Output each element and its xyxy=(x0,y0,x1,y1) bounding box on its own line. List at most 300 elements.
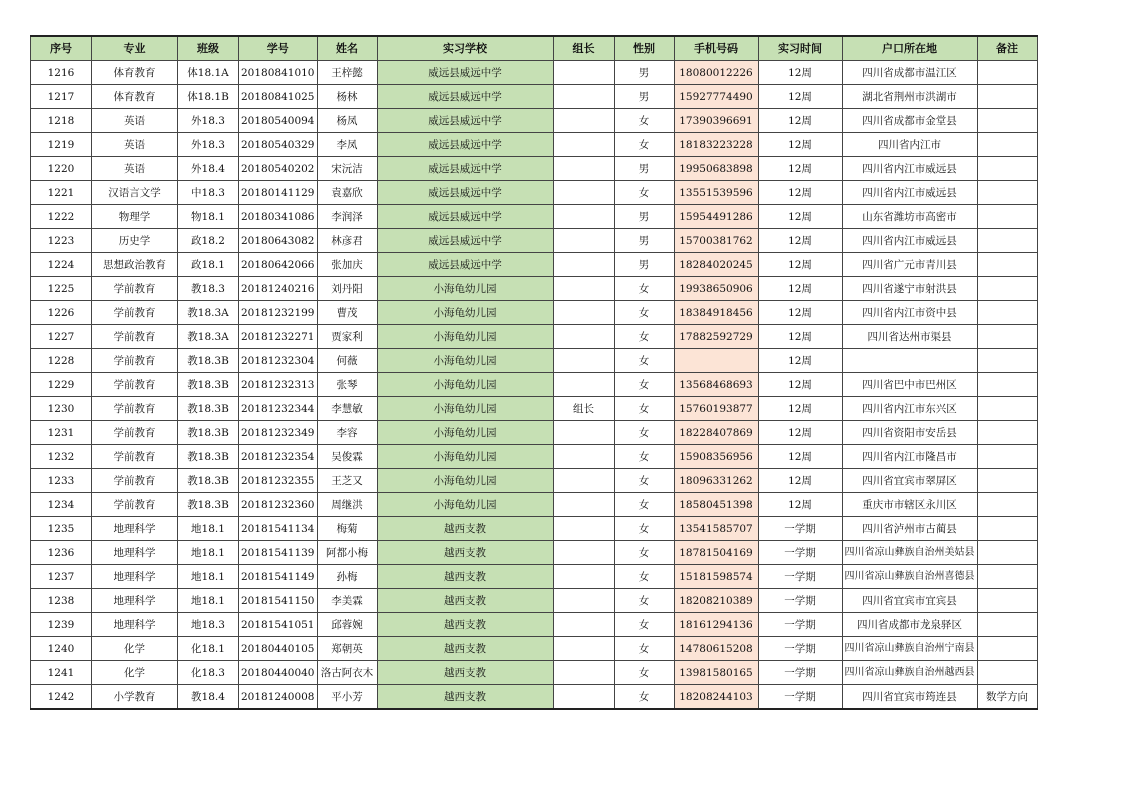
duration-cell[interactable]: 12周 xyxy=(758,253,842,277)
school-cell[interactable]: 小海龟幼儿园 xyxy=(377,421,553,445)
remark-cell[interactable] xyxy=(977,469,1037,493)
hometown-cell[interactable]: 四川省宜宾市筠连县 xyxy=(842,685,977,710)
name-cell[interactable]: 杨凤 xyxy=(317,109,377,133)
major-cell[interactable]: 体育教育 xyxy=(92,85,178,109)
phone-cell[interactable]: 18580451398 xyxy=(674,493,758,517)
student-id-cell[interactable]: 20181232360 xyxy=(239,493,318,517)
remark-cell[interactable] xyxy=(977,445,1037,469)
hometown-cell[interactable]: 四川省泸州市古蔺县 xyxy=(842,517,977,541)
class-cell[interactable]: 教18.3B xyxy=(178,445,239,469)
seq-cell[interactable]: 1229 xyxy=(31,373,92,397)
column-header-class[interactable]: 班级 xyxy=(178,36,239,61)
student-id-cell[interactable]: 20180841010 xyxy=(239,61,318,85)
major-cell[interactable]: 化学 xyxy=(92,661,178,685)
name-cell[interactable]: 李美霖 xyxy=(317,589,377,613)
leader-cell[interactable] xyxy=(553,85,614,109)
name-cell[interactable]: 阿都小梅 xyxy=(317,541,377,565)
seq-cell[interactable]: 1228 xyxy=(31,349,92,373)
school-cell[interactable]: 小海龟幼儿园 xyxy=(377,397,553,421)
phone-cell[interactable]: 15927774490 xyxy=(674,85,758,109)
school-cell[interactable]: 越西支教 xyxy=(377,541,553,565)
phone-cell[interactable]: 18161294136 xyxy=(674,613,758,637)
school-cell[interactable]: 小海龟幼儿园 xyxy=(377,373,553,397)
seq-cell[interactable]: 1241 xyxy=(31,661,92,685)
student-id-cell[interactable]: 20181232199 xyxy=(239,301,318,325)
remark-cell[interactable] xyxy=(977,349,1037,373)
school-cell[interactable]: 越西支教 xyxy=(377,589,553,613)
hometown-cell[interactable]: 四川省内江市东兴区 xyxy=(842,397,977,421)
major-cell[interactable]: 地理科学 xyxy=(92,541,178,565)
seq-cell[interactable]: 1239 xyxy=(31,613,92,637)
leader-cell[interactable] xyxy=(553,517,614,541)
student-id-cell[interactable]: 20181232304 xyxy=(239,349,318,373)
remark-cell[interactable] xyxy=(977,61,1037,85)
student-id-cell[interactable]: 20181240008 xyxy=(239,685,318,710)
remark-cell[interactable] xyxy=(977,661,1037,685)
column-header-phone[interactable]: 手机号码 xyxy=(674,36,758,61)
remark-cell[interactable] xyxy=(977,373,1037,397)
duration-cell[interactable]: 12周 xyxy=(758,445,842,469)
gender-cell[interactable]: 女 xyxy=(614,301,674,325)
student-id-cell[interactable]: 20181232344 xyxy=(239,397,318,421)
name-cell[interactable]: 张琴 xyxy=(317,373,377,397)
gender-cell[interactable]: 女 xyxy=(614,109,674,133)
major-cell[interactable]: 学前教育 xyxy=(92,397,178,421)
leader-cell[interactable] xyxy=(553,61,614,85)
gender-cell[interactable]: 女 xyxy=(614,421,674,445)
name-cell[interactable]: 李容 xyxy=(317,421,377,445)
duration-cell[interactable]: 12周 xyxy=(758,373,842,397)
duration-cell[interactable]: 12周 xyxy=(758,61,842,85)
remark-cell[interactable] xyxy=(977,421,1037,445)
name-cell[interactable]: 周继洪 xyxy=(317,493,377,517)
gender-cell[interactable]: 男 xyxy=(614,229,674,253)
duration-cell[interactable]: 12周 xyxy=(758,157,842,181)
remark-cell[interactable] xyxy=(977,325,1037,349)
student-id-cell[interactable]: 20180540094 xyxy=(239,109,318,133)
duration-cell[interactable]: 一学期 xyxy=(758,661,842,685)
remark-cell[interactable] xyxy=(977,277,1037,301)
duration-cell[interactable]: 12周 xyxy=(758,277,842,301)
hometown-cell[interactable]: 四川省资阳市安岳县 xyxy=(842,421,977,445)
phone-cell[interactable]: 18096331262 xyxy=(674,469,758,493)
name-cell[interactable]: 李润泽 xyxy=(317,205,377,229)
school-cell[interactable]: 越西支教 xyxy=(377,661,553,685)
hometown-cell[interactable]: 四川省成都市金堂县 xyxy=(842,109,977,133)
column-header-hometown[interactable]: 户口所在地 xyxy=(842,36,977,61)
remark-cell[interactable] xyxy=(977,85,1037,109)
column-header-duration[interactable]: 实习时间 xyxy=(758,36,842,61)
student-id-cell[interactable]: 20180841025 xyxy=(239,85,318,109)
duration-cell[interactable]: 一学期 xyxy=(758,613,842,637)
major-cell[interactable]: 学前教育 xyxy=(92,421,178,445)
gender-cell[interactable]: 女 xyxy=(614,517,674,541)
duration-cell[interactable]: 一学期 xyxy=(758,685,842,710)
class-cell[interactable]: 教18.3B xyxy=(178,469,239,493)
school-cell[interactable]: 小海龟幼儿园 xyxy=(377,445,553,469)
class-cell[interactable]: 化18.3 xyxy=(178,661,239,685)
gender-cell[interactable]: 女 xyxy=(614,661,674,685)
duration-cell[interactable]: 12周 xyxy=(758,229,842,253)
major-cell[interactable]: 学前教育 xyxy=(92,373,178,397)
school-cell[interactable]: 威远县威远中学 xyxy=(377,253,553,277)
gender-cell[interactable]: 女 xyxy=(614,613,674,637)
hometown-cell[interactable] xyxy=(842,349,977,373)
hometown-cell[interactable]: 四川省巴中市巴州区 xyxy=(842,373,977,397)
name-cell[interactable]: 张加庆 xyxy=(317,253,377,277)
major-cell[interactable]: 历史学 xyxy=(92,229,178,253)
name-cell[interactable]: 杨林 xyxy=(317,85,377,109)
phone-cell[interactable]: 17390396691 xyxy=(674,109,758,133)
leader-cell[interactable]: 组长 xyxy=(553,397,614,421)
major-cell[interactable]: 地理科学 xyxy=(92,565,178,589)
phone-cell[interactable]: 14780615208 xyxy=(674,637,758,661)
gender-cell[interactable]: 女 xyxy=(614,589,674,613)
hometown-cell[interactable]: 四川省宜宾市翠屏区 xyxy=(842,469,977,493)
student-id-cell[interactable]: 20181541134 xyxy=(239,517,318,541)
hometown-cell[interactable]: 四川省凉山彝族自治州美姑县 xyxy=(842,541,977,565)
gender-cell[interactable]: 男 xyxy=(614,157,674,181)
major-cell[interactable]: 地理科学 xyxy=(92,517,178,541)
hometown-cell[interactable]: 四川省成都市温江区 xyxy=(842,61,977,85)
seq-cell[interactable]: 1226 xyxy=(31,301,92,325)
student-id-cell[interactable]: 20180540202 xyxy=(239,157,318,181)
phone-cell[interactable]: 18781504169 xyxy=(674,541,758,565)
class-cell[interactable]: 外18.3 xyxy=(178,133,239,157)
remark-cell[interactable] xyxy=(977,637,1037,661)
gender-cell[interactable]: 男 xyxy=(614,205,674,229)
school-cell[interactable]: 小海龟幼儿园 xyxy=(377,469,553,493)
name-cell[interactable]: 梅菊 xyxy=(317,517,377,541)
name-cell[interactable]: 平小芳 xyxy=(317,685,377,710)
class-cell[interactable]: 体18.1A xyxy=(178,61,239,85)
school-cell[interactable]: 威远县威远中学 xyxy=(377,61,553,85)
class-cell[interactable]: 教18.3B xyxy=(178,397,239,421)
school-cell[interactable]: 越西支教 xyxy=(377,637,553,661)
leader-cell[interactable] xyxy=(553,613,614,637)
seq-cell[interactable]: 1234 xyxy=(31,493,92,517)
class-cell[interactable]: 化18.1 xyxy=(178,637,239,661)
duration-cell[interactable]: 12周 xyxy=(758,421,842,445)
seq-cell[interactable]: 1235 xyxy=(31,517,92,541)
leader-cell[interactable] xyxy=(553,445,614,469)
leader-cell[interactable] xyxy=(553,253,614,277)
school-cell[interactable]: 小海龟幼儿园 xyxy=(377,493,553,517)
leader-cell[interactable] xyxy=(553,589,614,613)
seq-cell[interactable]: 1240 xyxy=(31,637,92,661)
hometown-cell[interactable]: 四川省凉山彝族自治州越西县 xyxy=(842,661,977,685)
phone-cell[interactable]: 15700381762 xyxy=(674,229,758,253)
student-id-cell[interactable]: 20181232271 xyxy=(239,325,318,349)
class-cell[interactable]: 教18.3 xyxy=(178,277,239,301)
leader-cell[interactable] xyxy=(553,421,614,445)
remark-cell[interactable] xyxy=(977,109,1037,133)
hometown-cell[interactable]: 四川省成都市龙泉驿区 xyxy=(842,613,977,637)
hometown-cell[interactable]: 四川省达州市渠县 xyxy=(842,325,977,349)
seq-cell[interactable]: 1219 xyxy=(31,133,92,157)
major-cell[interactable]: 英语 xyxy=(92,157,178,181)
leader-cell[interactable] xyxy=(553,493,614,517)
phone-cell[interactable]: 18228407869 xyxy=(674,421,758,445)
school-cell[interactable]: 威远县威远中学 xyxy=(377,157,553,181)
duration-cell[interactable]: 12周 xyxy=(758,85,842,109)
major-cell[interactable]: 思想政治教育 xyxy=(92,253,178,277)
student-id-cell[interactable]: 20180141129 xyxy=(239,181,318,205)
hometown-cell[interactable]: 四川省凉山彝族自治州宁南县 xyxy=(842,637,977,661)
leader-cell[interactable] xyxy=(553,109,614,133)
name-cell[interactable]: 李慧敏 xyxy=(317,397,377,421)
class-cell[interactable]: 教18.3B xyxy=(178,493,239,517)
leader-cell[interactable] xyxy=(553,565,614,589)
remark-cell[interactable] xyxy=(977,181,1037,205)
name-cell[interactable]: 刘丹阳 xyxy=(317,277,377,301)
name-cell[interactable]: 何薇 xyxy=(317,349,377,373)
column-header-name[interactable]: 姓名 xyxy=(317,36,377,61)
remark-cell[interactable] xyxy=(977,565,1037,589)
name-cell[interactable]: 林彦君 xyxy=(317,229,377,253)
student-id-cell[interactable]: 20181541150 xyxy=(239,589,318,613)
class-cell[interactable]: 政18.2 xyxy=(178,229,239,253)
major-cell[interactable]: 学前教育 xyxy=(92,469,178,493)
class-cell[interactable]: 政18.1 xyxy=(178,253,239,277)
phone-cell[interactable]: 15908356956 xyxy=(674,445,758,469)
class-cell[interactable]: 地18.1 xyxy=(178,541,239,565)
hometown-cell[interactable]: 四川省遂宁市射洪县 xyxy=(842,277,977,301)
name-cell[interactable]: 孙梅 xyxy=(317,565,377,589)
seq-cell[interactable]: 1227 xyxy=(31,325,92,349)
phone-cell[interactable]: 19938650906 xyxy=(674,277,758,301)
class-cell[interactable]: 地18.1 xyxy=(178,517,239,541)
gender-cell[interactable]: 女 xyxy=(614,565,674,589)
gender-cell[interactable]: 女 xyxy=(614,181,674,205)
gender-cell[interactable]: 女 xyxy=(614,469,674,493)
phone-cell[interactable]: 19950683898 xyxy=(674,157,758,181)
seq-cell[interactable]: 1242 xyxy=(31,685,92,710)
hometown-cell[interactable]: 四川省凉山彝族自治州喜德县 xyxy=(842,565,977,589)
school-cell[interactable]: 越西支教 xyxy=(377,613,553,637)
major-cell[interactable]: 地理科学 xyxy=(92,613,178,637)
phone-cell[interactable]: 13568468693 xyxy=(674,373,758,397)
duration-cell[interactable]: 一学期 xyxy=(758,517,842,541)
phone-cell[interactable]: 15760193877 xyxy=(674,397,758,421)
phone-cell[interactable] xyxy=(674,349,758,373)
student-id-cell[interactable]: 20181232355 xyxy=(239,469,318,493)
major-cell[interactable]: 学前教育 xyxy=(92,493,178,517)
hometown-cell[interactable]: 湖北省荆州市洪湖市 xyxy=(842,85,977,109)
school-cell[interactable]: 越西支教 xyxy=(377,517,553,541)
name-cell[interactable]: 李凤 xyxy=(317,133,377,157)
leader-cell[interactable] xyxy=(553,685,614,710)
seq-cell[interactable]: 1218 xyxy=(31,109,92,133)
gender-cell[interactable]: 女 xyxy=(614,397,674,421)
major-cell[interactable]: 英语 xyxy=(92,109,178,133)
seq-cell[interactable]: 1238 xyxy=(31,589,92,613)
class-cell[interactable]: 地18.1 xyxy=(178,565,239,589)
name-cell[interactable]: 王芝又 xyxy=(317,469,377,493)
phone-cell[interactable]: 15181598574 xyxy=(674,565,758,589)
column-header-leader[interactable]: 组长 xyxy=(553,36,614,61)
duration-cell[interactable]: 一学期 xyxy=(758,541,842,565)
seq-cell[interactable]: 1231 xyxy=(31,421,92,445)
major-cell[interactable]: 学前教育 xyxy=(92,349,178,373)
hometown-cell[interactable]: 四川省广元市青川县 xyxy=(842,253,977,277)
remark-cell[interactable] xyxy=(977,133,1037,157)
hometown-cell[interactable]: 四川省内江市隆昌市 xyxy=(842,445,977,469)
duration-cell[interactable]: 12周 xyxy=(758,109,842,133)
student-id-cell[interactable]: 20181541139 xyxy=(239,541,318,565)
remark-cell[interactable] xyxy=(977,541,1037,565)
student-id-cell[interactable]: 20181232313 xyxy=(239,373,318,397)
duration-cell[interactable]: 12周 xyxy=(758,325,842,349)
leader-cell[interactable] xyxy=(553,637,614,661)
major-cell[interactable]: 体育教育 xyxy=(92,61,178,85)
phone-cell[interactable]: 18208210389 xyxy=(674,589,758,613)
seq-cell[interactable]: 1216 xyxy=(31,61,92,85)
class-cell[interactable]: 教18.4 xyxy=(178,685,239,710)
phone-cell[interactable]: 18384918456 xyxy=(674,301,758,325)
gender-cell[interactable]: 女 xyxy=(614,325,674,349)
duration-cell[interactable]: 12周 xyxy=(758,397,842,421)
leader-cell[interactable] xyxy=(553,229,614,253)
class-cell[interactable]: 教18.3B xyxy=(178,421,239,445)
column-header-major[interactable]: 专业 xyxy=(92,36,178,61)
remark-cell[interactable] xyxy=(977,157,1037,181)
seq-cell[interactable]: 1222 xyxy=(31,205,92,229)
school-cell[interactable]: 威远县威远中学 xyxy=(377,229,553,253)
hometown-cell[interactable]: 四川省内江市威远县 xyxy=(842,181,977,205)
duration-cell[interactable]: 12周 xyxy=(758,205,842,229)
remark-cell[interactable] xyxy=(977,517,1037,541)
school-cell[interactable]: 威远县威远中学 xyxy=(377,181,553,205)
gender-cell[interactable]: 男 xyxy=(614,61,674,85)
school-cell[interactable]: 越西支教 xyxy=(377,685,553,710)
hometown-cell[interactable]: 四川省内江市威远县 xyxy=(842,157,977,181)
school-cell[interactable]: 小海龟幼儿园 xyxy=(377,325,553,349)
major-cell[interactable]: 英语 xyxy=(92,133,178,157)
school-cell[interactable]: 小海龟幼儿园 xyxy=(377,301,553,325)
phone-cell[interactable]: 17882592729 xyxy=(674,325,758,349)
name-cell[interactable]: 郑朝英 xyxy=(317,637,377,661)
school-cell[interactable]: 威远县威远中学 xyxy=(377,109,553,133)
seq-cell[interactable]: 1230 xyxy=(31,397,92,421)
name-cell[interactable]: 袁嘉欣 xyxy=(317,181,377,205)
school-cell[interactable]: 威远县威远中学 xyxy=(377,205,553,229)
leader-cell[interactable] xyxy=(553,349,614,373)
major-cell[interactable]: 学前教育 xyxy=(92,445,178,469)
major-cell[interactable]: 物理学 xyxy=(92,205,178,229)
name-cell[interactable]: 邱蓉婉 xyxy=(317,613,377,637)
leader-cell[interactable] xyxy=(553,661,614,685)
leader-cell[interactable] xyxy=(553,181,614,205)
phone-cell[interactable]: 18208244103 xyxy=(674,685,758,710)
name-cell[interactable]: 曹茂 xyxy=(317,301,377,325)
duration-cell[interactable]: 12周 xyxy=(758,469,842,493)
remark-cell[interactable] xyxy=(977,493,1037,517)
gender-cell[interactable]: 女 xyxy=(614,349,674,373)
seq-cell[interactable]: 1223 xyxy=(31,229,92,253)
leader-cell[interactable] xyxy=(553,301,614,325)
leader-cell[interactable] xyxy=(553,325,614,349)
school-cell[interactable]: 小海龟幼儿园 xyxy=(377,349,553,373)
remark-cell[interactable] xyxy=(977,205,1037,229)
remark-cell[interactable] xyxy=(977,397,1037,421)
gender-cell[interactable]: 女 xyxy=(614,277,674,301)
major-cell[interactable]: 地理科学 xyxy=(92,589,178,613)
class-cell[interactable]: 外18.4 xyxy=(178,157,239,181)
name-cell[interactable]: 宋沅洁 xyxy=(317,157,377,181)
hometown-cell[interactable]: 重庆市市辖区永川区 xyxy=(842,493,977,517)
remark-cell[interactable] xyxy=(977,229,1037,253)
duration-cell[interactable]: 一学期 xyxy=(758,589,842,613)
class-cell[interactable]: 外18.3 xyxy=(178,109,239,133)
school-cell[interactable]: 威远县威远中学 xyxy=(377,85,553,109)
school-cell[interactable]: 越西支教 xyxy=(377,565,553,589)
student-id-cell[interactable]: 20180642066 xyxy=(239,253,318,277)
major-cell[interactable]: 化学 xyxy=(92,637,178,661)
gender-cell[interactable]: 女 xyxy=(614,373,674,397)
student-id-cell[interactable]: 20180440040 xyxy=(239,661,318,685)
remark-cell[interactable] xyxy=(977,589,1037,613)
major-cell[interactable]: 小学教育 xyxy=(92,685,178,710)
column-header-student-id[interactable]: 学号 xyxy=(239,36,318,61)
duration-cell[interactable]: 一学期 xyxy=(758,637,842,661)
phone-cell[interactable]: 18284020245 xyxy=(674,253,758,277)
class-cell[interactable]: 教18.3A xyxy=(178,301,239,325)
class-cell[interactable]: 中18.3 xyxy=(178,181,239,205)
major-cell[interactable]: 汉语言文学 xyxy=(92,181,178,205)
phone-cell[interactable]: 18080012226 xyxy=(674,61,758,85)
duration-cell[interactable]: 12周 xyxy=(758,181,842,205)
phone-cell[interactable]: 13981580165 xyxy=(674,661,758,685)
class-cell[interactable]: 教18.3A xyxy=(178,325,239,349)
class-cell[interactable]: 体18.1B xyxy=(178,85,239,109)
name-cell[interactable]: 王梓懿 xyxy=(317,61,377,85)
school-cell[interactable]: 小海龟幼儿园 xyxy=(377,277,553,301)
column-header-school[interactable]: 实习学校 xyxy=(377,36,553,61)
student-id-cell[interactable]: 20180643082 xyxy=(239,229,318,253)
leader-cell[interactable] xyxy=(553,277,614,301)
hometown-cell[interactable]: 四川省内江市 xyxy=(842,133,977,157)
name-cell[interactable]: 吴俊霖 xyxy=(317,445,377,469)
seq-cell[interactable]: 1220 xyxy=(31,157,92,181)
column-header-remark[interactable]: 备注 xyxy=(977,36,1037,61)
duration-cell[interactable]: 12周 xyxy=(758,349,842,373)
student-id-cell[interactable]: 20181240216 xyxy=(239,277,318,301)
duration-cell[interactable]: 12周 xyxy=(758,133,842,157)
student-id-cell[interactable]: 20181541149 xyxy=(239,565,318,589)
seq-cell[interactable]: 1237 xyxy=(31,565,92,589)
gender-cell[interactable]: 女 xyxy=(614,541,674,565)
gender-cell[interactable]: 女 xyxy=(614,685,674,710)
seq-cell[interactable]: 1236 xyxy=(31,541,92,565)
seq-cell[interactable]: 1224 xyxy=(31,253,92,277)
gender-cell[interactable]: 女 xyxy=(614,637,674,661)
gender-cell[interactable]: 女 xyxy=(614,133,674,157)
seq-cell[interactable]: 1232 xyxy=(31,445,92,469)
name-cell[interactable]: 洛古阿衣木 xyxy=(317,661,377,685)
class-cell[interactable]: 地18.3 xyxy=(178,613,239,637)
remark-cell[interactable] xyxy=(977,613,1037,637)
phone-cell[interactable]: 18183223228 xyxy=(674,133,758,157)
major-cell[interactable]: 学前教育 xyxy=(92,301,178,325)
duration-cell[interactable]: 12周 xyxy=(758,493,842,517)
phone-cell[interactable]: 15954491286 xyxy=(674,205,758,229)
remark-cell[interactable] xyxy=(977,253,1037,277)
duration-cell[interactable]: 一学期 xyxy=(758,565,842,589)
remark-cell[interactable] xyxy=(977,301,1037,325)
leader-cell[interactable] xyxy=(553,157,614,181)
gender-cell[interactable]: 女 xyxy=(614,445,674,469)
